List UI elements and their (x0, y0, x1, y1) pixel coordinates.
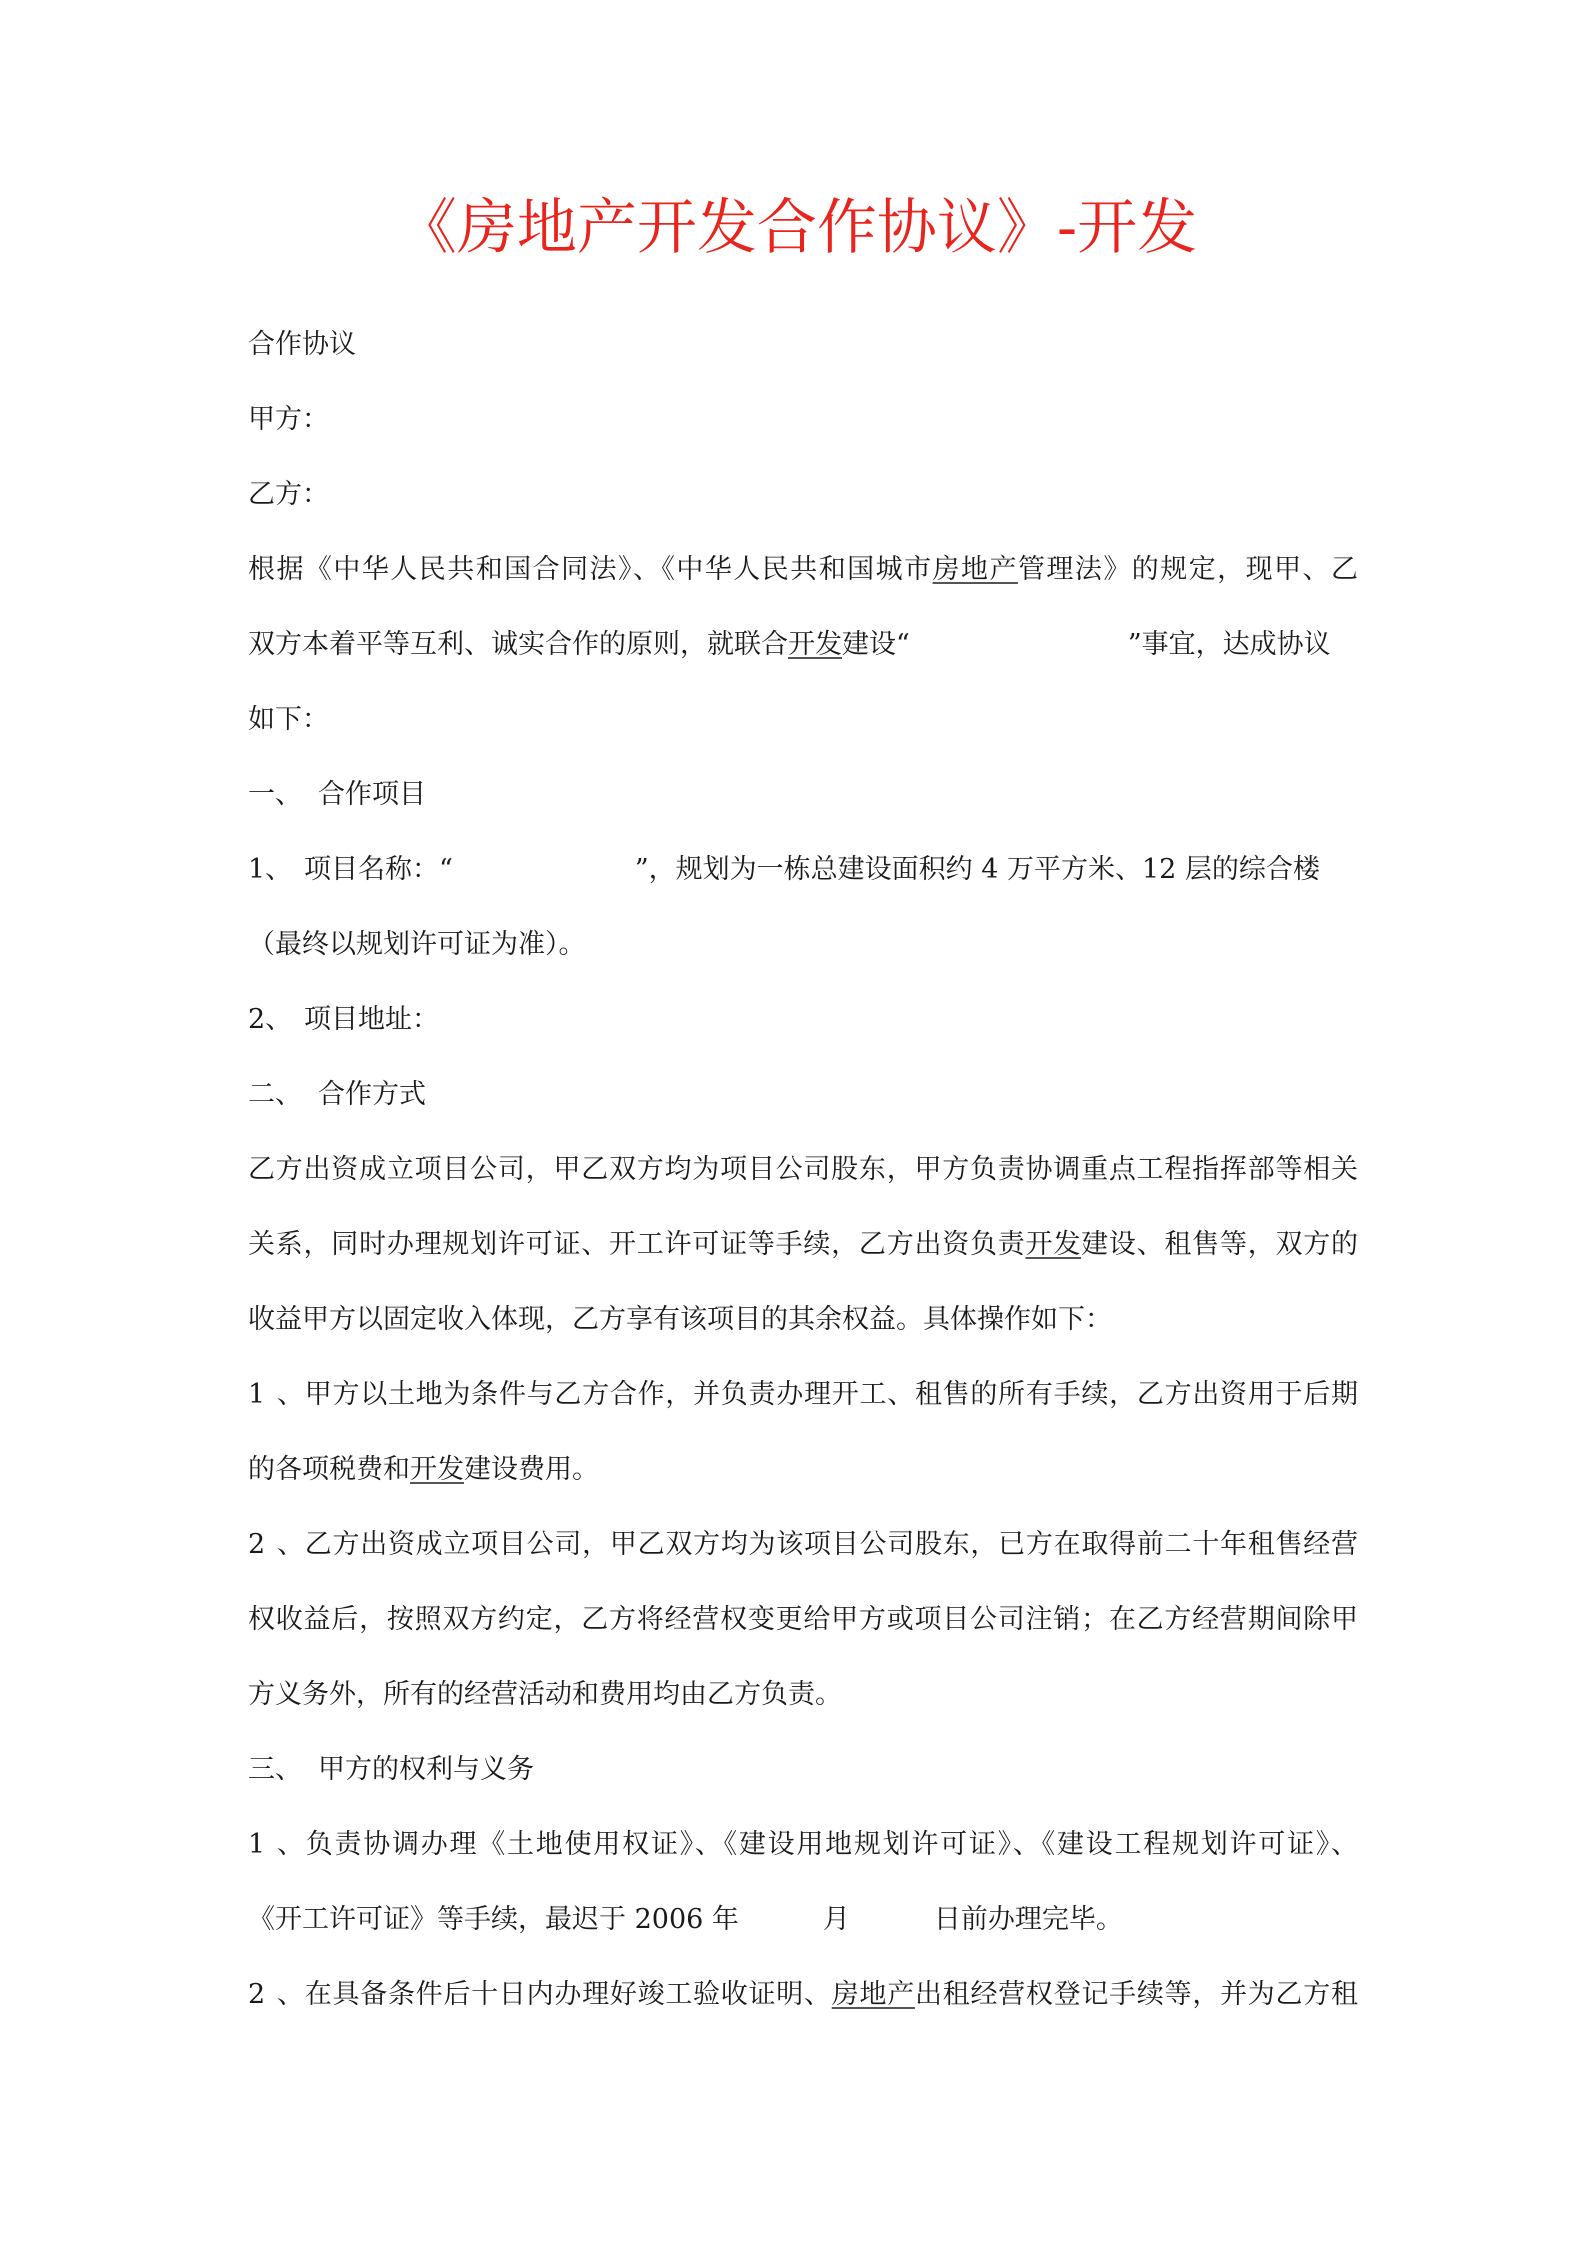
text-run: 建设、租售等，双方的 (1081, 1229, 1359, 1260)
text-run: 的各项税费和 (248, 1454, 410, 1485)
text-run: 双方本着平等互利、诚实合作的原则，就联合 (248, 629, 788, 660)
keyword-link-real-estate[interactable]: 房地产 (932, 554, 1018, 585)
text-run: 日前办理完毕。 (933, 1904, 1123, 1935)
text-run: 甲方以土地为条件与乙方合作，并负责办理开工、租售的所有手续，乙方出资用于后期 (304, 1379, 1358, 1410)
keyword-link-development[interactable]: 开发 (410, 1454, 464, 1485)
clause-2-1-line-1 (248, 1377, 1358, 1413)
section-title: 合作方式 (318, 1079, 426, 1110)
clause-1-1-line-2: （最终以规划许可证为准）。 (248, 929, 586, 960)
document-title: 《房地产开发合作协议》-开发 (396, 193, 1198, 263)
section-3-heading (248, 1752, 1358, 1788)
clause-1-1-line-1 (248, 852, 1358, 888)
text-run: ”事宜，达成协议 (1127, 629, 1331, 660)
section-number: 二、 (248, 1079, 302, 1110)
clause-number: 1、 (248, 1379, 304, 1410)
text-run: 在具备条件后十日内办理好竣工验收证明、 (304, 1979, 832, 2010)
section-2-para-line-1: 乙方出资成立项目公司，甲乙双方均为项目公司股东，甲方负责协调重点工程指挥部等相关 (248, 1154, 1358, 1185)
clause-number: 1、 (248, 854, 293, 885)
clause-number: 1、 (248, 1829, 304, 1860)
text-run: 根据《中华人民共和国合同法》、《中华人民共和国城市 (248, 554, 933, 585)
clause-number: 2、 (248, 1004, 293, 1035)
preamble-line-2 (248, 627, 1358, 663)
text-run: 负责协调办理《土地使用权证》、《建设用地规划许可证》、《建设工程规划许可证》、 (304, 1829, 1358, 1860)
keyword-link-real-estate[interactable]: 房地产 (831, 1979, 915, 2010)
section-2-heading (248, 1077, 1358, 1113)
text-run: 月 (822, 1904, 850, 1935)
section-2-para-line-2 (248, 1227, 1358, 1263)
clause-number: 2、 (248, 1979, 304, 2010)
clause-3-1-line-2 (248, 1902, 1358, 1938)
text-run: 项目地址： (304, 1004, 439, 1035)
text-run: 建设费用。 (464, 1454, 599, 1485)
section-number: 一、 (248, 779, 302, 810)
heading-agreement: 合作协议 (248, 329, 356, 360)
section-number: 三、 (248, 1754, 302, 1785)
text-run: ”，规划为一栋总建设面积约 4 万平方米、12 层的综合楼 (634, 854, 1320, 885)
clause-2-1-line-2 (248, 1452, 1358, 1488)
clause-number: 2、 (248, 1529, 304, 1560)
text-run: 乙方出资成立项目公司，甲乙双方均为该项目公司股东，已方在取得前二十年租售经营 (304, 1529, 1358, 1560)
keyword-link-development[interactable]: 开发 (788, 629, 842, 660)
section-title: 甲方的权利与义务 (318, 1754, 534, 1785)
preamble-line-3: 如下： (248, 704, 329, 735)
clause-2-2-line-1 (248, 1527, 1358, 1563)
section-1-heading (248, 777, 1358, 813)
text-run: 建设“ (842, 629, 910, 660)
text-run: 出租经营权登记手续等，并为乙方租 (914, 1979, 1359, 2010)
preamble-line-1 (248, 552, 1358, 588)
text-run: 《开工许可证》等手续，最迟于 2006 年 (248, 1904, 739, 1935)
text-run: 项目名称：“ (304, 854, 453, 885)
section-title: 合作项目 (318, 779, 426, 810)
clause-3-2-line-1 (248, 1977, 1358, 2013)
text-run: 管理法》的规定，现甲、乙 (1017, 554, 1359, 585)
clause-1-2 (248, 1002, 1358, 1038)
party-b-line: 乙方： (248, 479, 329, 510)
party-a-line: 甲方： (248, 404, 329, 435)
clause-2-2-line-2: 权收益后，按照双方约定，乙方将经营权变更给甲方或项目公司注销；在乙方经营期间除甲 (248, 1604, 1358, 1635)
clause-2-2-line-3: 方义务外，所有的经营活动和费用均由乙方负责。 (248, 1679, 842, 1710)
keyword-link-development[interactable]: 开发 (1025, 1229, 1082, 1260)
clause-3-1-line-1 (248, 1827, 1358, 1863)
text-run: 关系，同时办理规划许可证、开工许可证等手续，乙方出资负责 (248, 1229, 1026, 1260)
section-2-para-line-3: 收益甲方以固定收入体现，乙方享有该项目的其余权益。具体操作如下： (248, 1304, 1112, 1335)
